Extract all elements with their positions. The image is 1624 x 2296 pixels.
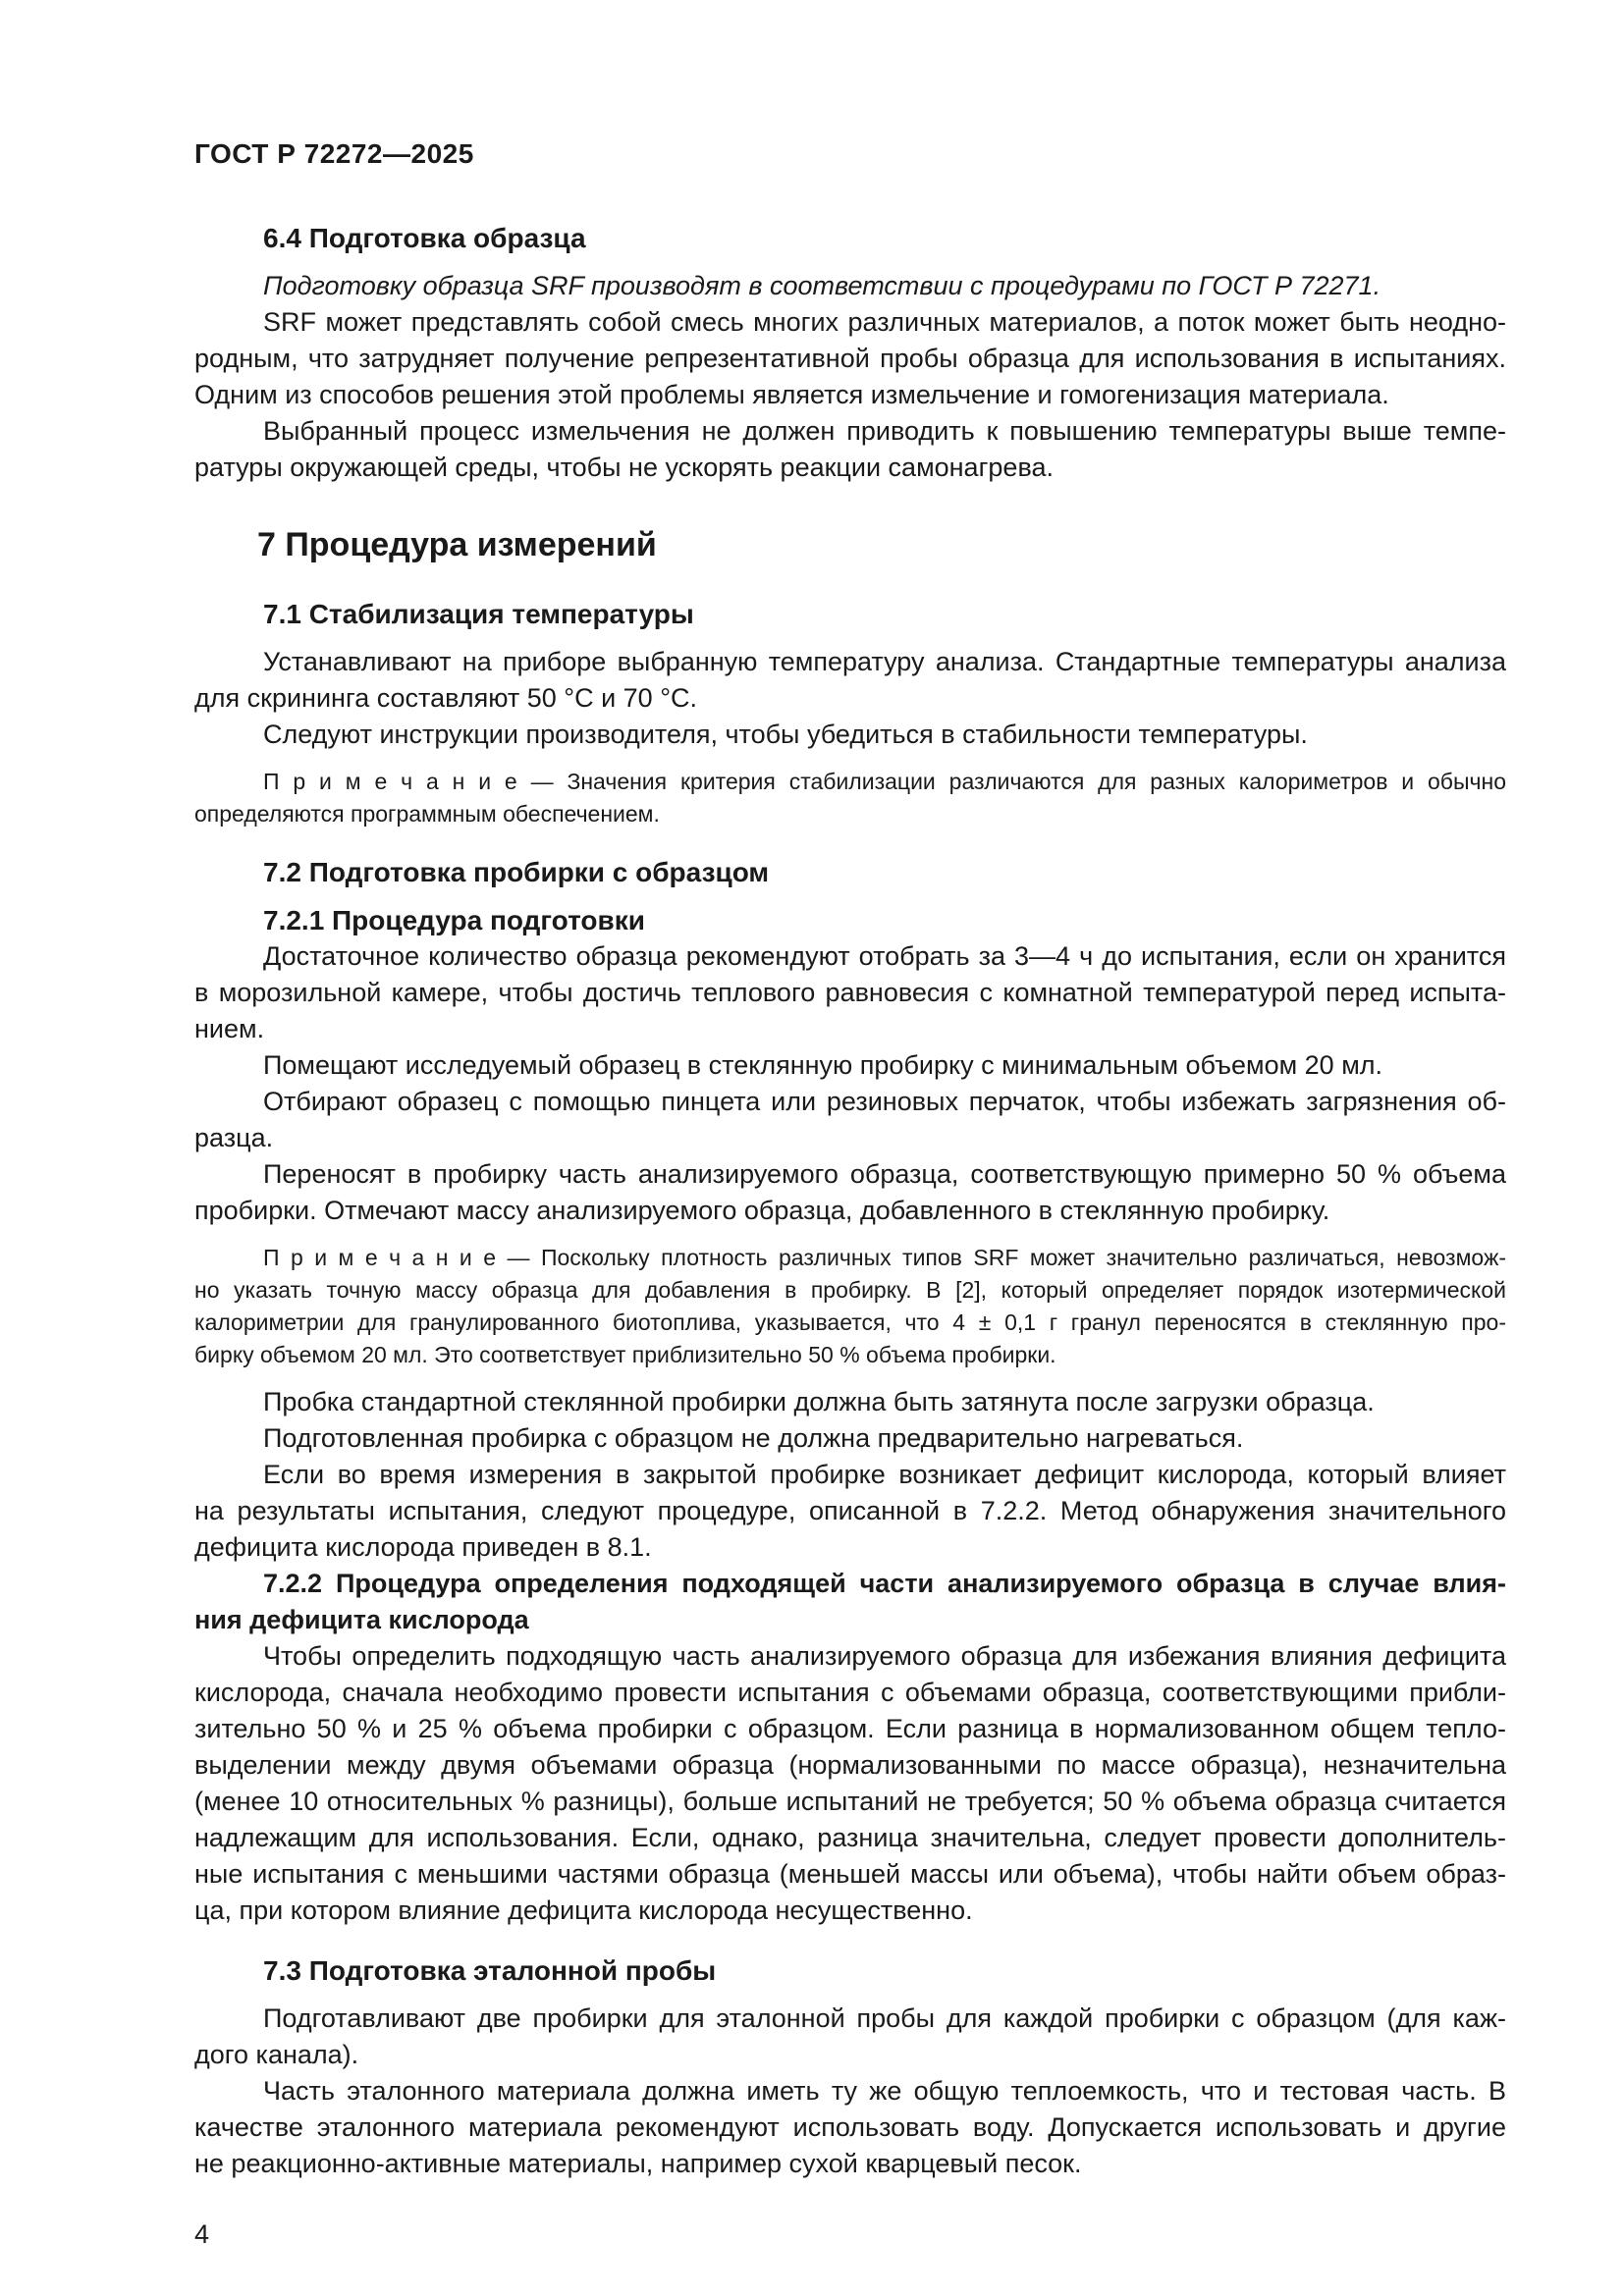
text-line: дефицита кислорода приведен в 8.1. xyxy=(194,1532,652,1562)
paragraph xyxy=(194,2073,1506,2182)
text-line: Пробка стандартной стеклянной пробирки должна быть затянута после загрузки образца. xyxy=(263,1387,1375,1416)
text-line: надлежащим для использования. Если, однако, разница значительна, следует провести дополнитель- xyxy=(194,1823,1506,1852)
text-line: ратуры окружающей среды, чтобы не ускорять реакции самонагрева. xyxy=(194,453,1055,482)
text-line: SRF может представлять собой смесь многих различных материалов, а поток может быть неодно- xyxy=(263,307,1506,337)
paragraph xyxy=(194,717,1506,753)
text-line: калориметрии для гранулированного биотоплива, указывается, что 4 ± 0,1 г гранул переносятся в стеклянную про- xyxy=(194,1309,1506,1335)
running-header: ГОСТ Р 72272—2025 xyxy=(194,138,474,169)
paragraph xyxy=(194,938,1506,1047)
text-line: нием. xyxy=(194,1014,265,1043)
section-heading-7-2-1: 7.2.1 Процедура подготовки xyxy=(263,905,645,935)
text-line: Следуют инструкции производителя, чтобы убедиться в стабильности температуры. xyxy=(263,720,1308,749)
text-line: Подготавливают две пробирки для эталонной пробы для каждой пробирки с образцом (для каж- xyxy=(263,2003,1506,2033)
text-line: Если во время измерения в закрытой пробирке возникает дефицит кислорода, который влияет xyxy=(263,1460,1506,1489)
paragraph xyxy=(194,1384,1506,1420)
text-line: ца, при котором влияние дефицита кислорода несущественно. xyxy=(194,1896,973,1925)
text-line: Одним из способов решения этой проблемы является измельчение и гомогенизация материала. xyxy=(194,380,1389,409)
section-heading-7-2: 7.2 Подготовка пробирки с образцом xyxy=(263,857,770,887)
text-line: выделении между двумя объемами образца (нормализованными по массе образца), незначительна xyxy=(194,1750,1506,1780)
paragraph xyxy=(194,2001,1506,2073)
paragraph xyxy=(194,1457,1506,1566)
text-line: Помещают исследуемый образец в стеклянную пробирку с минимальным объемом 20 мл. xyxy=(263,1050,1383,1080)
paragraph xyxy=(194,1084,1506,1156)
note xyxy=(194,766,1506,830)
text-line: Чтобы определить подходящую часть анализируемого образца для избежания влияния дефицита xyxy=(263,1641,1506,1671)
text-line: качестве эталонного материала рекомендуют использовать воду. Допускается использовать и другие xyxy=(194,2112,1506,2142)
text-line: пробирки. Отмечают массу анализируемого образца, добавленного в стеклянную пробирку. xyxy=(194,1196,1330,1225)
text-line: Подготовленная пробирка с образцом не должна предварительно нагреваться. xyxy=(263,1423,1244,1453)
text-line: но указать точную массу образца для добавления в пробирку. В [2], который определяет порядок изотермической xyxy=(194,1277,1506,1303)
paragraph xyxy=(194,1420,1506,1457)
section-heading-7-1: 7.1 Стабилизация температуры xyxy=(263,599,694,629)
text-line: П р и м е ч а н и е — Поскольку плотность различных типов SRF может значительно различаться, невозмож- xyxy=(263,1245,1506,1270)
paragraph xyxy=(194,304,1506,413)
text-line: не реакционно-активные материалы, например сухой кварцевый песок. xyxy=(194,2149,1082,2178)
text-line: Достаточное количество образца рекомендуют отобрать за 3—4 ч до испытания, если он хранится xyxy=(263,941,1506,971)
text-line: определяются программным обеспечением. xyxy=(194,801,660,827)
text-line: 7.2.2 Процедура определения подходящей части анализируемого образца в случае влия- xyxy=(263,1569,1506,1598)
section-heading-7-3: 7.3 Подготовка эталонной пробы xyxy=(263,1955,717,1986)
paragraph xyxy=(194,1638,1506,1929)
paragraph xyxy=(194,1047,1506,1084)
text-line: Устанавливают на приборе выбранную температуру анализа. Стандартные температуры анализа xyxy=(263,647,1506,676)
paragraph xyxy=(194,268,1506,304)
text-line: Отбирают образец с помощью пинцета или резиновых перчаток, чтобы избежать загрязнения об- xyxy=(263,1087,1506,1116)
text-line: Часть эталонного материала должна иметь ту же общую теплоемкость, что и тестовая часть. В xyxy=(263,2076,1506,2106)
text-line: ные испытания с меньшими частями образца (меньшей массы или объема), чтобы найти объем образ- xyxy=(194,1859,1506,1889)
section-heading-7-2-2 xyxy=(194,1566,1506,1638)
text-line: (менее 10 относительных % разницы), больше испытаний не требуется; 50 % объема образца считается xyxy=(194,1787,1506,1816)
paragraph xyxy=(194,413,1506,486)
text-line: Подготовку образца SRF производят в соответствии с процедурами по ГОСТ Р 72271. xyxy=(263,271,1381,300)
text-line: Выбранный процесс измельчения не должен приводить к повышению температуры выше темпе- xyxy=(263,416,1506,446)
paragraph xyxy=(194,1156,1506,1229)
text-line: родным, что затрудняет получение репрезентативной пробы образца для использования в испытаниях. xyxy=(194,344,1506,373)
text-line: кислорода, сначала необходимо провести испытания с объемами образца, соответствующими прибли- xyxy=(194,1678,1506,1707)
section-heading-6-4: 6.4 Подготовка образца xyxy=(263,223,586,253)
section-heading-7: 7 Процедура измерений xyxy=(257,526,657,563)
paragraph xyxy=(194,644,1506,717)
document-content xyxy=(194,137,1506,2250)
text-line: П р и м е ч а н и е — Значения критерия стабилизации различаются для разных калориметров и обычно xyxy=(263,769,1506,794)
text-line: ния дефицита кислорода xyxy=(194,1605,529,1634)
text-line: зительно 50 % и 25 % объема пробирки с образцом. Если разница в нормализованном общем тепло- xyxy=(194,1714,1506,1743)
document-body xyxy=(194,220,1506,2182)
text-line: Переносят в пробирку часть анализируемого образца, соответствующую примерно 50 % объема xyxy=(263,1159,1506,1189)
text-line: на результаты испытания, следуют процедуре, описанной в 7.2.2. Метод обнаружения значительного xyxy=(194,1496,1506,1525)
text-line: для скрининга составляют 50 °С и 70 °С. xyxy=(194,683,697,713)
page-number: 4 xyxy=(194,2219,210,2249)
text-line: разца. xyxy=(194,1123,274,1152)
text-line: дого канала). xyxy=(194,2040,359,2069)
text-line: в морозильной камере, чтобы достичь теплового равновесия с комнатной температурой перед испыта- xyxy=(194,978,1506,1007)
note xyxy=(194,1242,1506,1371)
text-line: бирку объемом 20 мл. Это соответствует приблизительно 50 % объема пробирки. xyxy=(194,1342,1056,1367)
